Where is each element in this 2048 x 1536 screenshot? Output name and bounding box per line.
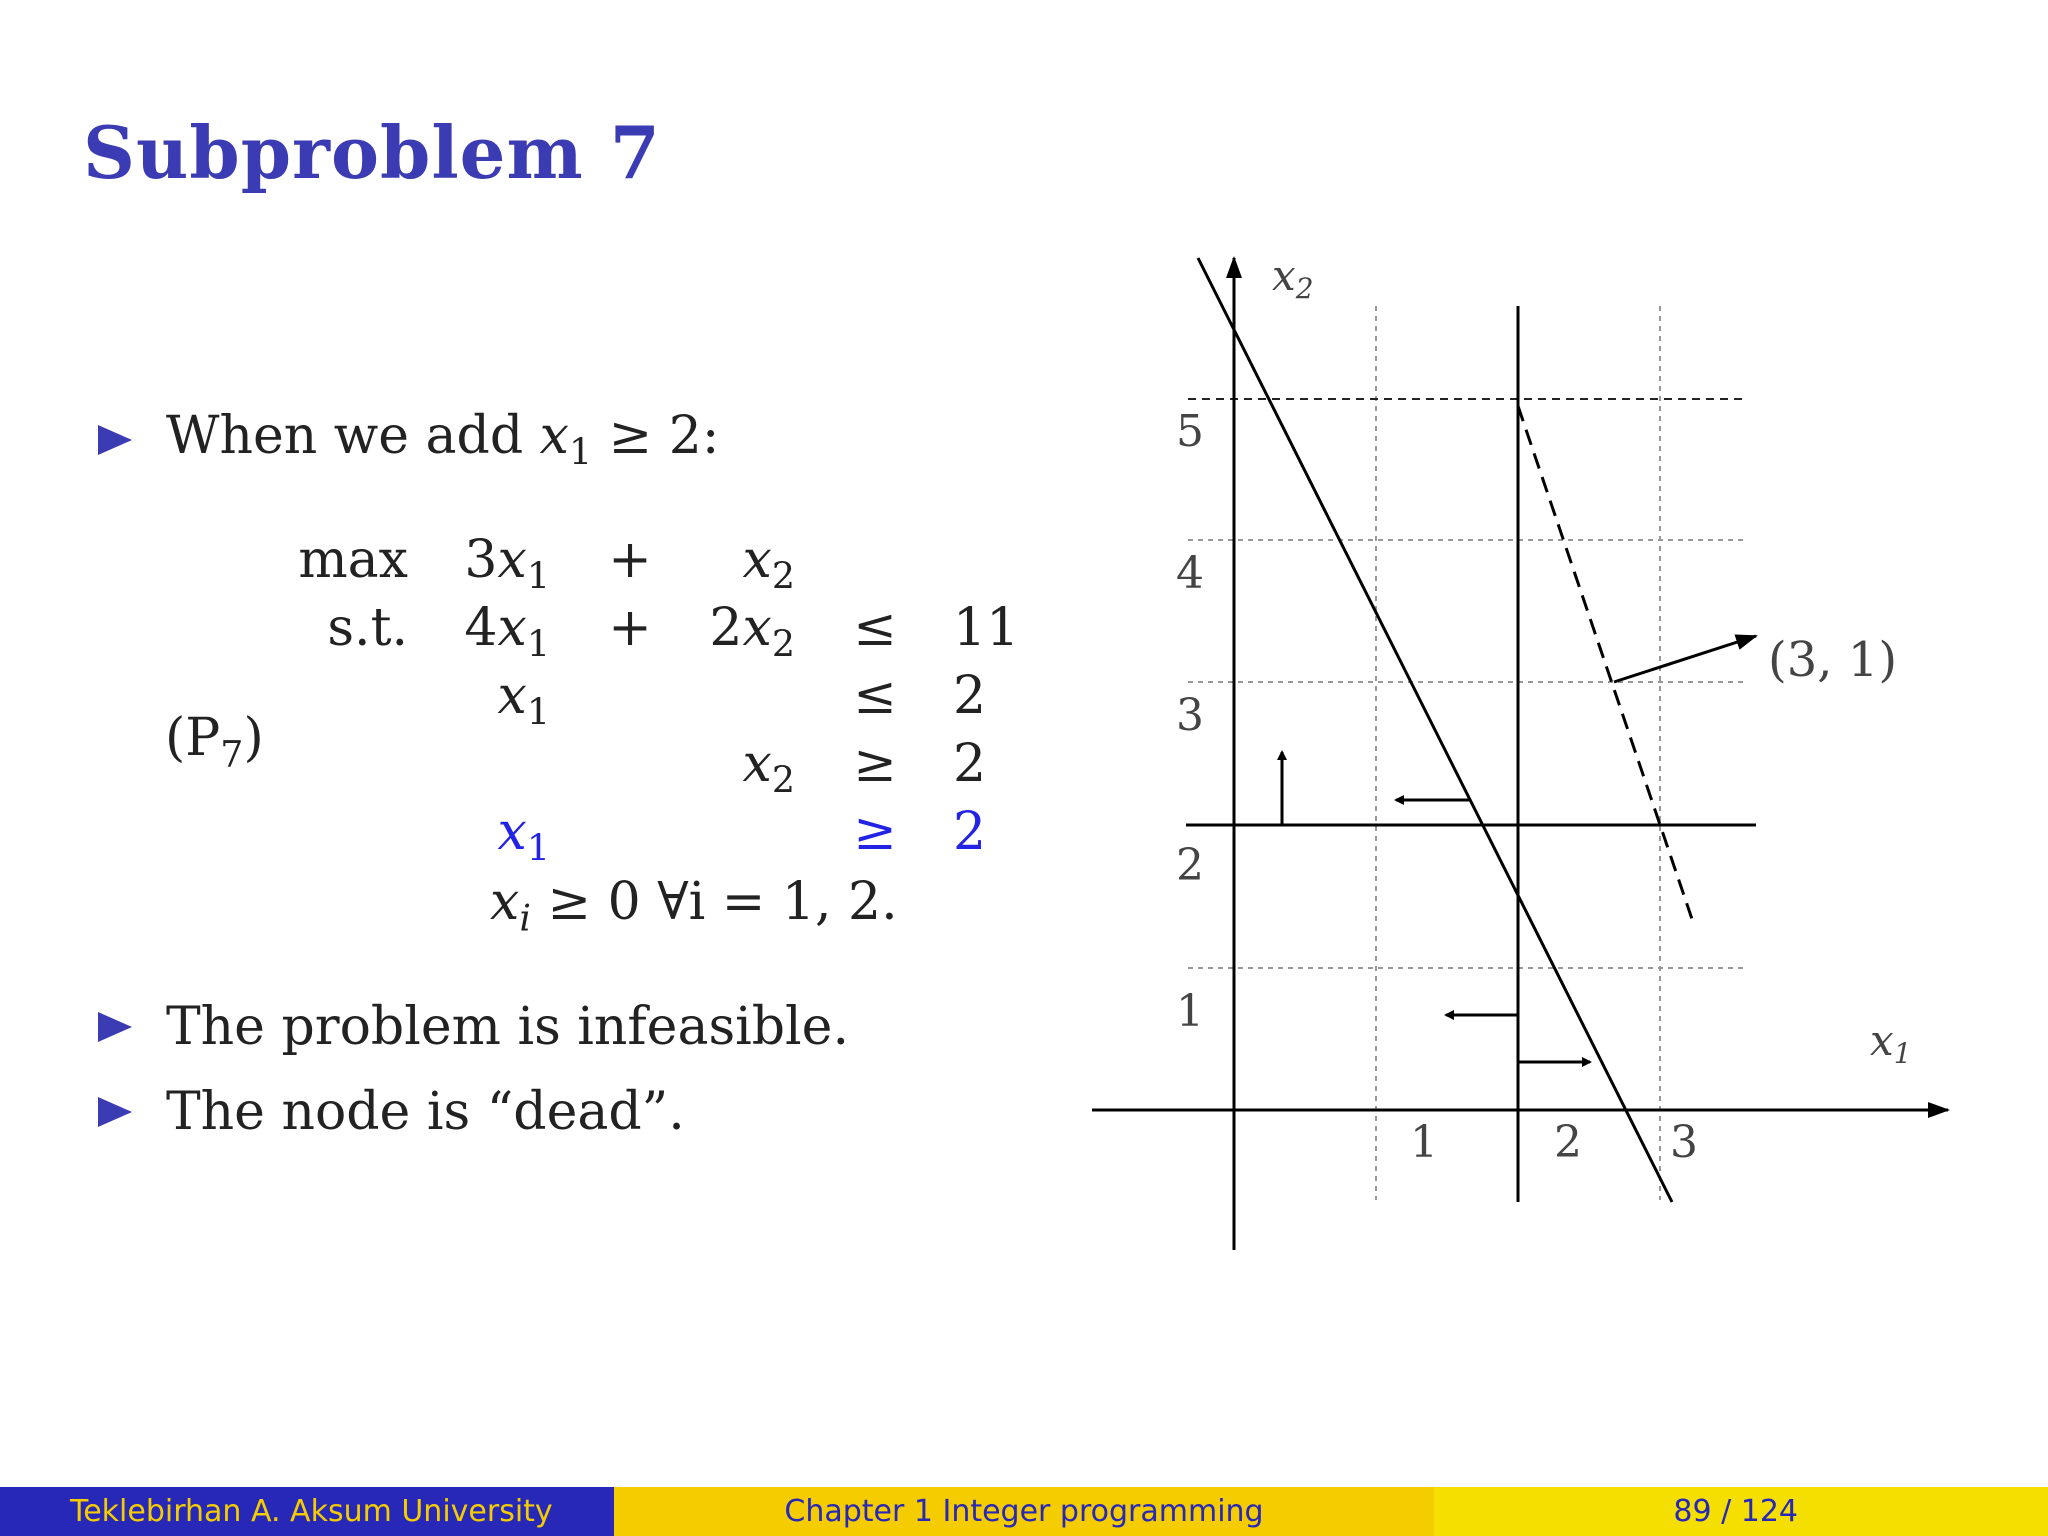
slide-title: Subproblem 7 — [83, 110, 661, 195]
constraint3-relation: ≥ — [853, 734, 897, 794]
objective-term-x1: $3x_1$ — [464, 530, 550, 598]
x-tick-label: 3 — [1670, 1117, 1698, 1168]
constraint1-rhs: 11 — [953, 598, 1020, 658]
constraint4-rhs: 2 — [953, 802, 987, 862]
objective-plus: + — [608, 530, 652, 590]
objective-term-x2: $x_2$ — [742, 530, 795, 598]
constraint2-term-x1: $x_1$ — [497, 666, 550, 734]
y-tick-label: 4 — [1176, 548, 1204, 599]
y-tick-label: 2 — [1176, 840, 1204, 891]
constraint4-relation: ≥ — [853, 802, 897, 862]
constraint1-term-x1: $4x_1$ — [464, 598, 550, 666]
footer-bar — [0, 1487, 2048, 1536]
bullet-text: When we add $x_1 \ge 2$: — [166, 406, 720, 474]
model-label: $(P_7)$ — [165, 708, 264, 776]
grid-lines — [1188, 306, 1745, 1200]
constraint2-relation: ≤ — [853, 666, 897, 726]
constraint3-term-x2: $x_2$ — [742, 734, 795, 802]
constraint1-plus: + — [608, 598, 652, 658]
constraint2-rhs: 2 — [953, 666, 987, 726]
constraint3-rhs: 2 — [953, 734, 987, 794]
bullet-text: The node is “dead”. — [166, 1082, 685, 1142]
y-tick-label: 5 — [1176, 406, 1204, 457]
y-tick-label: 3 — [1176, 690, 1204, 741]
constraint1-relation: ≤ — [853, 598, 897, 658]
max-keyword: max — [298, 530, 408, 590]
x-axis-label: x1 — [1870, 1016, 1912, 1070]
y-axis-label: x2 — [1272, 251, 1314, 305]
st-keyword: s.t. — [327, 598, 408, 658]
nonnegativity-constraint: $x_i \ge 0$ ∀i = 1, 2. — [490, 872, 898, 940]
y-tick-label: 1 — [1176, 986, 1204, 1037]
bullet-text: The problem is infeasible. — [166, 997, 849, 1057]
footer-chapter: Chapter 1 Integer programming — [614, 1487, 1434, 1536]
constraint4-term-x1: $x_1$ — [497, 802, 550, 870]
footer-author: Teklebirhan A. Aksum University — [0, 1487, 614, 1536]
footer-page-number: 89 / 124 — [1434, 1487, 2048, 1536]
constraint1-term-x2: $2x_2$ — [709, 598, 795, 666]
objective-gradient-arrow — [1614, 636, 1756, 682]
x-tick-label: 2 — [1554, 1117, 1582, 1168]
x-tick-label: 1 — [1410, 1117, 1438, 1168]
gradient-label: (3, 1) — [1768, 632, 1898, 688]
